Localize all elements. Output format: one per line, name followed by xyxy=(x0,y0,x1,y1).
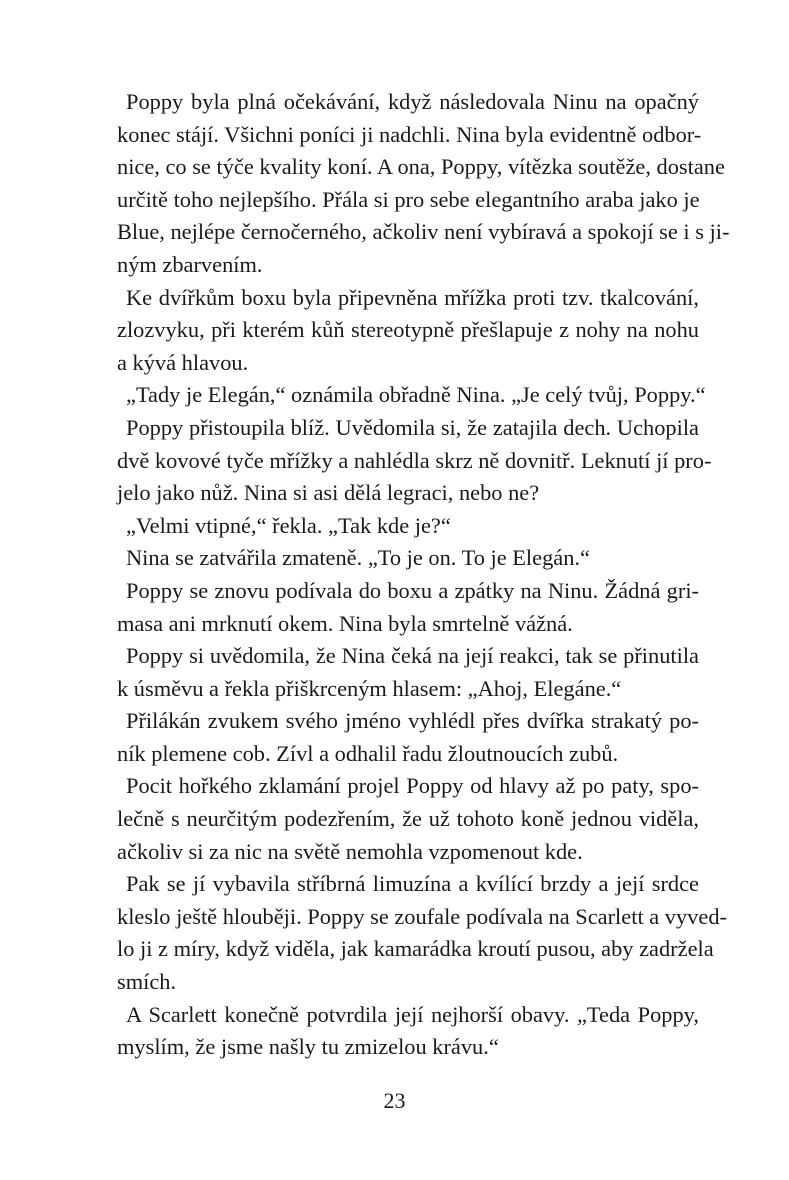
text-line: dvě kovové tyče mřížky a nahlédla skrz ně dovnitř. Leknutí jí pro- xyxy=(117,447,712,473)
paragraph xyxy=(117,999,699,1064)
text-line: Nina se zatvářila zmateně. „To je on. To je Elegán.“ xyxy=(126,545,590,571)
text-line: kleslo ještě hlouběji. Poppy se zoufale podívala na Scarlett a vyved- xyxy=(117,903,727,929)
text-line: lečně s neurčitým podezřením, že už tohoto koně jednou viděla, xyxy=(117,806,699,832)
text-line: Poppy si uvědomila, že Nina čeká na její reakci, tak se přinutila xyxy=(126,643,699,669)
text-line: smích. xyxy=(117,969,177,995)
text-line: „Velmi vtipné,“ řekla. „Tak kde je?“ xyxy=(126,512,451,538)
text-line: Přilákán zvukem svého jméno vyhlédl přes dvířka strakatý po- xyxy=(126,708,699,734)
text-line: Blue, nejlépe černočerného, ačkoliv není vybíravá a spokojí se i s ji- xyxy=(117,219,730,245)
text-line: masa ani mrknutí okem. Nina byla smrtelně vážná. xyxy=(117,610,573,636)
text-line: jelo jako nůž. Nina si asi dělá legraci, nebo ne? xyxy=(117,480,540,506)
paragraph xyxy=(117,510,699,543)
text-line: konec stájí. Všichni poníci ji nadchli. Nina byla evidentně odbor- xyxy=(117,121,702,147)
text-line: Poppy se znovu podívala do boxu a zpátky na Ninu. Žádná gri- xyxy=(126,577,699,603)
paragraph xyxy=(117,379,706,412)
page-number: 23 xyxy=(383,1088,406,1113)
text-line: a kývá hlavou. xyxy=(117,349,249,375)
paragraph xyxy=(117,412,712,510)
text-line: myslím, že jsme našly tu zmizelou krávu.“ xyxy=(117,1034,499,1060)
paragraph xyxy=(117,640,699,705)
paragraph xyxy=(117,282,699,380)
text-line: „Tady je Elegán,“ oznámila obřadně Nina. „Je celý tvůj, Poppy.“ xyxy=(126,382,706,408)
text-line: zlozvyku, při kterém kůň stereotypně přešlapuje z nohy na nohu xyxy=(117,317,699,343)
text-line: nice, co se týče kvality koní. A ona, Poppy, vítězka soutěže, dostane xyxy=(117,154,725,180)
text-line: Poppy přistoupila blíž. Uvědomila si, že zatajila dech. Uchopila xyxy=(126,414,699,440)
text-line: Ke dvířkům boxu byla připevněna mřížka proti tzv. tkalcování, xyxy=(126,284,699,310)
text-line: ným zbarvením. xyxy=(117,251,263,277)
paragraph xyxy=(117,86,730,282)
paragraph xyxy=(117,770,699,868)
paragraph xyxy=(117,868,727,998)
text-line: A Scarlett konečně potvrdila její nejhorší obavy. „Teda Poppy, xyxy=(126,1001,699,1027)
paragraph xyxy=(117,575,699,640)
text-line: ačkoliv si za nic na světě nemohla vzpomenout kde. xyxy=(117,838,583,864)
text-line: určitě toho nejlepšího. Přála si pro sebe elegantního araba jako je xyxy=(117,186,700,212)
text-line: Poppy byla plná očekávání, když následovala Ninu na opačný xyxy=(126,89,699,114)
text-line: Pak se jí vybavila stříbrná limuzína a kvílící brzdy a její srdce xyxy=(126,871,699,897)
text-line: Pocit hořkého zklamání projel Poppy od hlavy až po paty, spo- xyxy=(126,773,699,799)
paragraph xyxy=(117,542,699,575)
body-text xyxy=(117,86,730,1064)
text-line: ník plemene cob. Zívl a odhalil řadu žloutnoucích zubů. xyxy=(117,740,619,766)
text-line: lo ji z míry, když viděla, jak kamarádka kroutí pusou, aby zadržela xyxy=(117,936,714,962)
paragraph xyxy=(117,705,699,770)
text-line: k úsměvu a řekla přiškrceným hlasem: „Ahoj, Elegáne.“ xyxy=(117,675,622,701)
